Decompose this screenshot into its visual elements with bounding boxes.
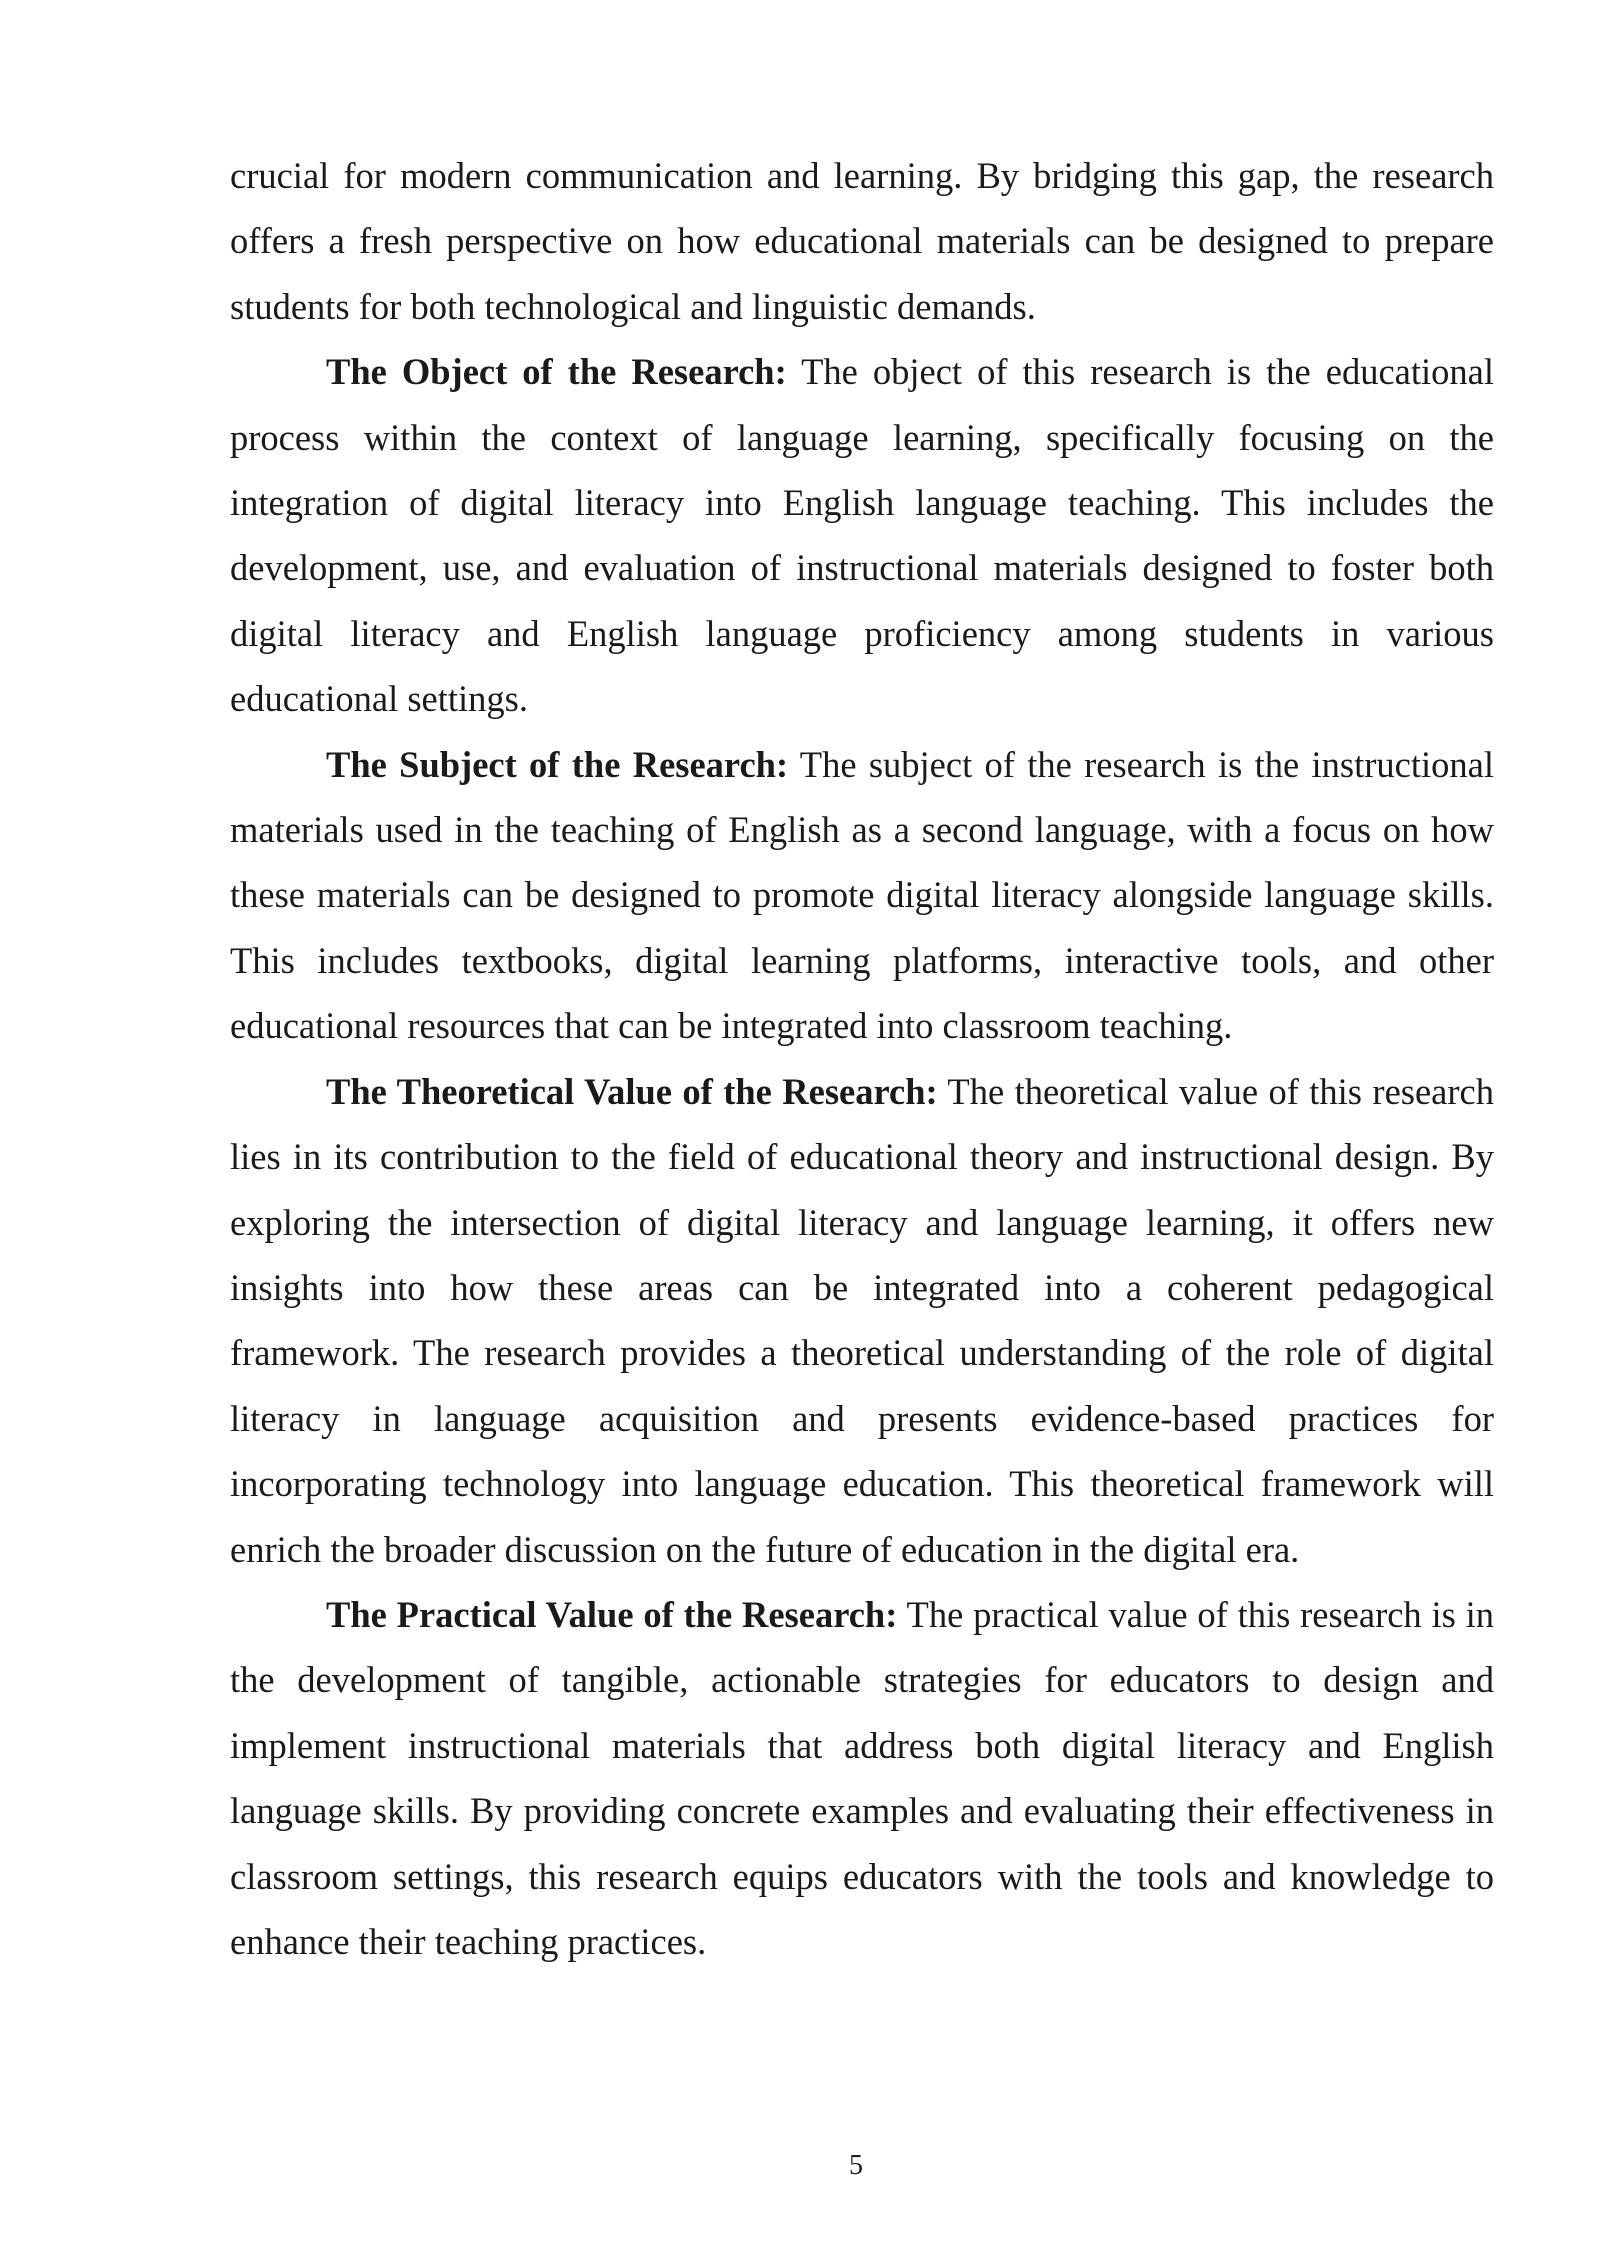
paragraph-practical-value xyxy=(230,1582,1494,1974)
paragraph-heading: The Theoretical Value of the Research: xyxy=(326,1070,938,1112)
paragraph-text: The theoretical value of this research lies in its contribution to the field of educational theory and instructional design. By exploring the intersection of digital literacy and language learning, it offers new insights into how these areas can be integrated into a coherent pedagogical framework. The research provides a theoretical understanding of the role of digital literacy in language acquisition and presents evidence-based practices for incorporating technology into language education. This theoretical framework will enrich the broader discussion on the future of education in the digital era. xyxy=(230,1070,1494,1570)
paragraph-heading: The Subject of the Research: xyxy=(326,743,789,785)
paragraph-text: The subject of the research is the instructional materials used in the teaching of English as a second language, with a focus on how these materials can be designed to promote digital literacy alongside language skills. This includes textbooks, digital learning platforms, interactive tools, and other educational resources that can be integrated into classroom teaching. xyxy=(230,743,1494,1047)
body-text xyxy=(230,143,1494,1974)
paragraph-theoretical-value xyxy=(230,1059,1494,1582)
paragraph-text: The practical value of this research is in the development of tangible, actionable strategies for educators to design and implement instructional materials that address both digital literacy and English language skills. By providing concrete examples and evaluating their effectiveness in classroom settings, this research equips educators with the tools and knowledge to enhance their teaching practices. xyxy=(230,1593,1495,1962)
paragraph-heading: The Object of the Research: xyxy=(326,351,787,393)
continuation-paragraph: crucial for modern communication and learning. By bridging this gap, the research offers a fresh perspective on how educational materials can be designed to prepare students for both technological and linguistic demands. xyxy=(230,155,1494,327)
page-number: 5 xyxy=(849,2150,863,2181)
paragraph-subject xyxy=(230,732,1494,1059)
paragraph-object xyxy=(230,339,1494,731)
paragraph-heading: The Practical Value of the Research: xyxy=(326,1593,898,1635)
paragraph-text: The object of this research is the educational process within the context of language learning, specifically focusing on the integration of digital literacy into English language teaching. This includes the development, use, and evaluation of instructional materials designed to foster both digital literacy and English language proficiency among students in various educational settings. xyxy=(230,351,1494,720)
